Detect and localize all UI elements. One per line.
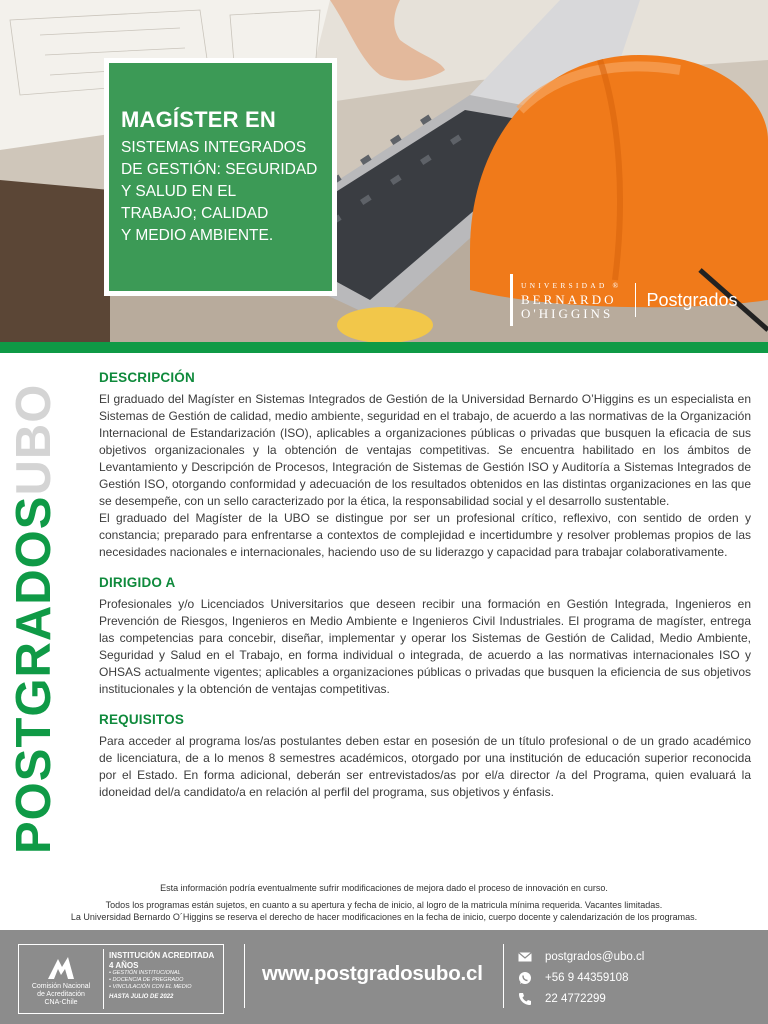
logo-bar	[510, 274, 513, 326]
section-paragraph: El graduado del Magíster en Sistemas Integrados de Gestión de la Universidad Bernardo O’Higgins es un especialista en Sistemas de Gestión de calidad, medio ambiente, seguridad en el trabajo, de acuerdo a las normativas de la Organización Internacional de Estandarización (ISO), aplicables a organizaciones públicas o privadas que busquen la eficacia de sus objetivos organizacionales y la obtención de ventajas competitivas. Se encuentra habilitado en los ámbitos de Levantamiento y Descripción de Procesos, Integración de Sistemas de Gestión ISO y Auditoría a Sistemas Integrados de Gestión ISO, otorgando conformidad y adecuación de los resultados obtenidos en las distintas organizaciones en las que se desempeñe, con un sello caracterizado por la ética, la responsabilidad social y el desarrollo sustentable.	[99, 392, 751, 508]
section-paragraph: Para acceder al programa los/as postulantes deben estar en posesión de un título profesional o de un grado académico de licenciatura, de a lo menos 8 semestres académicos, otorgado por una institución de educación superior reconocida por el Estado. En forma adicional, deberán ser entrevistados/as por el/a director /a del Programa, quien evaluará la idoneidad del/a candidato/a en relación al perfil del programa, sus objetivos y énfasis.	[99, 734, 751, 799]
wordmark-ubo: UBO	[7, 383, 61, 496]
footer-divider	[244, 944, 245, 1008]
phone-icon	[517, 992, 533, 1006]
university-name	[521, 279, 621, 321]
cna-area: • VINCULACIÓN CON EL MEDIO	[109, 984, 192, 991]
section-paragraph: Profesionales y/o Licenciados Universitarios que deseen recibir una formación en Gestión Integrada, Ingenieros en Prevención de Riesgos, Ingenieros en Medio Ambiente e Ingenieros Civil Industriales. El programa de magíster, entrega las competencias para concebir, diseñar, implementar y operar los Sistemas de Gestión de Calidad, Medio Ambiente, Seguridad y Salud en el Trabajo, en forma individual o integrada, de acuerdo a las normativas internacionales ISO y OHSAS actualmente vigentes; aplicables a organizaciones públicas o privadas que busquen la eficiencia de sus objetivos institucionales y la obtención de ventajas competitivas.	[99, 597, 751, 696]
logo-postgrados: Postgrados	[646, 289, 738, 310]
disclaimer-line: Esta información podría eventualmente sufrir modificaciones de mejora dado el proceso de innovación en curso.	[160, 883, 608, 893]
whatsapp-text: +56 9 44359108	[545, 971, 629, 984]
logo-divider	[635, 283, 636, 317]
cna-name-line: CNA-Chile	[44, 999, 78, 1006]
logo-universidad: UNIVERSIDAD	[521, 281, 608, 290]
contact-email[interactable]	[517, 946, 644, 967]
program-title-box	[104, 58, 337, 296]
contact-whatsapp[interactable]	[517, 967, 644, 988]
section-descripcion	[99, 370, 751, 561]
contact-list	[517, 946, 644, 1009]
cna-years: 4 AÑOS	[109, 960, 139, 970]
cna-heading: INSTITUCIÓN ACREDITADA	[109, 951, 215, 960]
cna-area: • GESTIÓN INSTITUCIONAL	[109, 970, 181, 976]
program-subtitle	[121, 137, 320, 247]
whatsapp-icon	[517, 971, 533, 985]
website-link[interactable]: www.postgradosubo.cl	[262, 962, 483, 985]
envelope-icon	[517, 950, 533, 964]
wordmark-postgrados: POSTGRADOS	[7, 495, 61, 854]
subtitle-line: TRABAJO; CALIDAD	[121, 205, 269, 222]
subtitle-line: Y MEDIO AMBIENTE.	[121, 227, 274, 244]
section-requisitos	[99, 712, 751, 801]
footer-bar	[0, 930, 768, 1024]
phone-text: 22 4772299	[545, 992, 606, 1005]
cna-area: • DOCENCIA DE PREGRADO	[109, 977, 184, 984]
cna-accreditation-badge	[18, 944, 224, 1014]
program-title: MAGÍSTER EN	[121, 107, 276, 132]
hero-banner	[0, 0, 768, 342]
section-title: DESCRIPCIÓN	[99, 370, 195, 385]
logo-name-line: O'HIGGINS	[521, 306, 614, 321]
cna-until: HASTA JULIO DE 2022	[109, 993, 174, 1000]
footer-divider	[503, 944, 504, 1008]
section-title: DIRIGIDO A	[99, 575, 176, 590]
cna-mark-icon	[46, 955, 76, 981]
contact-phone[interactable]	[517, 988, 644, 1009]
section-dirigido	[99, 575, 751, 698]
cna-name-line: de Acreditación	[37, 991, 85, 998]
registered-mark: ®	[612, 281, 622, 290]
main-content	[99, 370, 751, 815]
side-wordmark	[7, 383, 61, 854]
disclaimer-line: La Universidad Bernardo O´Higgins se reserva el derecho de hacer modificaciones en la fecha de inicio, cuerpo docente y calendarización de los programas.	[70, 912, 698, 922]
ubo-postgrados-logo	[510, 272, 738, 328]
green-divider	[0, 342, 768, 353]
subtitle-line: DE GESTIÓN: SEGURIDAD	[121, 161, 318, 178]
logo-name-line: BERNARDO	[521, 292, 617, 307]
cna-info	[109, 951, 223, 1000]
section-paragraph: El graduado del Magíster de la UBO se distingue por ser un profesional crítico, reflexivo, con sentido de orden y constancia; preparado para enfrentarse a contextos de complejidad e incertidumbre y resolver problemas propios de las necesidades nacionales e internacionales, haciendo uso de su liderazgo y capacidad para trabajar colaborativamente.	[99, 511, 751, 559]
subtitle-line: Y SALUD EN EL	[121, 183, 237, 200]
disclaimer-line: Todos los programas están sujetos, en cuanto a su apertura y fecha de inicio, al logro de la matricula mínima requerida. Vacantes limitadas.	[105, 899, 663, 910]
email-text: postgrados@ubo.cl	[545, 950, 645, 963]
section-title: REQUISITOS	[99, 712, 185, 727]
disclaimer-notes	[0, 882, 768, 924]
cna-logo	[19, 945, 103, 1013]
subtitle-line: SISTEMAS INTEGRADOS	[121, 139, 307, 156]
cna-name	[19, 983, 103, 1007]
cna-name-line: Comisión Nacional	[31, 983, 91, 990]
cna-divider	[103, 949, 104, 1009]
